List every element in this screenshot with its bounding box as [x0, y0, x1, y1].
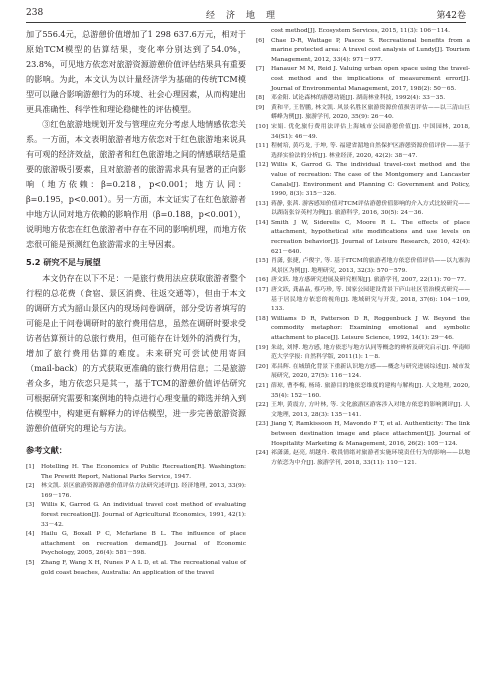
reference-text: 朱竑, 刘博. 地方感, 地方依恋与地方认同等概念的辨析及研究启示[J]. 华南师范大学学报: 自然科学版, 2011(1): 1－8. [271, 344, 470, 361]
reference-number: [22] [256, 402, 269, 409]
reference-item [256, 200, 470, 219]
reference-text: Williams D R, Patterson D R, Roggenbuck J W. Beyond the commodity metaphor: Examining emotional and symbolic attachment to place[J]. Leisure Science, 1992, 14(1): 29－46. [271, 315, 470, 341]
page-number: 238 [26, 8, 44, 18]
reference-item [256, 315, 470, 344]
reference-text: Hotelling H. The Economics of Public Recreation[R]. Washington: The Prewitt Report, National Parks Service, 1947. [41, 464, 246, 480]
reference-text: 薛琼, 曹李梅, 杨琦. 旅游目的地依恋维度的建构与解构[J]. 人文地理, 2020, 35(4): 152－160. [271, 382, 470, 399]
reference-item [256, 219, 470, 257]
reference-number: [4] [26, 531, 35, 538]
reference-text: Hailu G, Boxall P C, Mcfarlane B L. The influence of place attachment on recreation demand[J]. Journal of Economic Psychology, 2005, 26(4): 581－598. [41, 531, 246, 557]
reference-number: [12] [256, 162, 269, 169]
body-paragraph: 加了556.4元，总游憩价值增加了1 298 637.6万元，相对于原始TCM模型的估算结果，变化率分别达到了54.0%，23.8%，可见地方依恋对旅游资源游憩价值评估结果具有重要的影响。为此，本文认为以计量经济学为基础的传统TCM模型可以融合影响游憩行为的环境、社会心理因素，从而构建出更具准确性、科学性和理论稳健性的评估模型。 [26, 29, 246, 114]
reference-number: [1] [26, 464, 35, 470]
reference-item [256, 123, 470, 142]
reference-item [256, 257, 470, 276]
reference-text: Willis K, Garrod G. An individual travel cost method of evaluating forest recreation[J]. Journal of Agricultural Economics, 1991, 42(1): 33－42. [41, 502, 246, 528]
reference-text: 唐文跃, 龚晶晶, 蔡巧珍, 等. 国家公园建设背景下庐山社区管治模式研究——基于居民地方依恋的视角[J]. 地域研究与开发, 2018, 37(6): 104－109, 133. [271, 287, 470, 313]
reference-text: 林文凯. 景区旅游资源游憩价值评估方法研究述评[J]. 经济地理, 2013, 33(9): 169－176. [41, 483, 246, 499]
reference-text: 祁潇潇, 赵亮, 胡越舟. 敬畏情绪对旅游者实施环境责任行为的影响——以地方依恋为中介[J]. 旅游学刊, 2018, 33(11): 110－121. [271, 450, 470, 466]
reference-number: [17] [256, 287, 269, 294]
reference-item [26, 501, 246, 530]
reference-number: [11] [256, 143, 269, 150]
reference-list [26, 463, 246, 578]
reference-item [26, 463, 246, 482]
reference-text: 邓金阳. 试论森林的游憩功能[J]. 湖南林业科技, 1992(4): 33－35. [271, 95, 446, 102]
section-heading: 5.2 研究不足与展望 [26, 257, 101, 267]
reference-item [256, 276, 470, 286]
reference-item [256, 344, 470, 363]
reference-item [256, 401, 470, 420]
reference-number: [6] [256, 37, 265, 44]
reference-item [256, 382, 470, 401]
references-heading: 参考文献： [26, 445, 67, 455]
reference-text: Smith J W, Siderelis C, Moore R L. The effects of place attachment, hypothetical site modifications and use levels on recreation behavior[J]. Journal of Leisure Research, 2010, 42(4): 621－640. [271, 219, 470, 255]
reference-item [256, 449, 470, 468]
reference-text: 肖潇, 张捷, 卢俊宇, 等. 基于ITCM的旅游者地方依恋价值评估——以九寨沟风景区为例[J]. 地理研究, 2013, 32(3): 570－579. [271, 258, 470, 274]
reference-item [26, 530, 246, 559]
reference-item [256, 363, 470, 382]
reference-text: 黄和平, 王智鹏, 林文凯. 风景名胜区旅游资源价值损害评估——以三清山巨蟒峰为例[J]. 旅游学刊, 2020, 35(9): 26－40. [271, 104, 470, 121]
reference-number: [2] [26, 483, 35, 490]
body-paragraph: 本文仍存在以下不足：一是旅行费用法应获取旅游者整个行程的总花费（食宿、景区消费、往返交通等），但由于本文的调研方式为韶山景区内的现场问卷调研，部分受访者填写的可能是止于问卷调研时的旅行费用信息，虽然在调研时要求受访者估算预计的总旅行费用，但可能存在计划外的消费行为，增加了旅行费用估算的难度。未来研究可尝试使用寄回（mail-back）的方式获取更准确的旅行费用信息；二是旅游者众多，地方依恋只是其一，基于TCM的游憩价值评估研究可根据研究需要和案例地的特点进行心理变量的筛选并纳入到估模型中，构建更有解释力的评估模型，进一步完善旅游资源游憩价值研究的理论与方法。 [26, 273, 246, 433]
reference-item [26, 482, 246, 501]
journal-name: 经济地理 [205, 11, 286, 21]
reference-number: [24] [256, 450, 269, 457]
reference-item [256, 286, 470, 315]
reference-item [256, 37, 470, 66]
reference-number: [13] [256, 200, 269, 207]
reference-text: 蒋静, 张茜. 游客感知价值对TCM评估游憩价值影响的介入方式比较研究——以湖南张谷英村为例[J]. 旅游科学, 2016, 30(5): 24－36. [271, 200, 470, 217]
reference-number: [7] [256, 66, 265, 73]
reference-number: [20] [256, 363, 269, 370]
reference-text: 宋娟. 优化旅行费用法评估上海城市公园游憩价值[J]. 中国园林, 2018, 34(S1): 46－49. [271, 123, 470, 140]
reference-number: [18] [256, 315, 269, 322]
volume-label: 第42卷 [436, 11, 466, 21]
reference-list [256, 37, 470, 469]
reference-text: Zhang F, Wang X H, Nunes P A L D, et al. The recreational value of gold coast beaches, Australia: An application of the travel [41, 559, 246, 576]
reference-number: [5] [26, 559, 35, 566]
reference-continuation: cost method[J]. Ecosystem Services, 2015, 11(3): 106－114. [271, 28, 450, 34]
reference-item [256, 161, 470, 199]
running-header [26, 6, 466, 23]
reference-text: Willis K, Garrod G. The individual travel-cost method and the value of recreation: The case of the Montgomery and Lancaster Canals[J]. Environment and Planning C: Government and Policy, 1990, 8(3): 315－326. [271, 162, 470, 198]
reference-text: Jiang Y, Ramkissoon H, Mavondo F T, et al. Authenticity: The link between destination image and place attachment[J]. Journal of Hospitality Marketing & Management, 2016, 26(2): 105－124. [271, 421, 470, 447]
body-paragraph: ③红色旅游地规划开发与管理应充分考虑人地情感依恋关系。一方面，本文表明旅游者地方依恋对于红色旅游地来说具有可观的经济效益，旅游者和红色旅游地之间的情感联结是重要的旅游吸引要素，且对旅游者的旅游需求具有显著的正向影响（地方依赖：β=0.218，p<0.001；地方认同：β=0.195，p<0.001）。另一方面，本文证实了在红色旅游者中地方认同对地方依赖的影响作用（β=0.188，p<0.001），说明地方依恋在红色旅游者中存在不同的影响机理，而地方依恋很可能是预测红色旅游需求的主导因素。 [26, 119, 246, 249]
reference-number: [23] [256, 421, 269, 428]
right-column [256, 27, 470, 468]
reference-number: [15] [256, 258, 269, 265]
reference-number: [19] [256, 344, 269, 351]
reference-number: [10] [256, 123, 269, 130]
reference-item [256, 420, 470, 449]
reference-item [256, 104, 470, 123]
reference-text: 程树培, 黄巧龙, 于坤, 等. 福建省湄地自然保护区游憩资源价值评价——基于选择实验法的分析[J]. 林业经济, 2020, 42(2): 38－47. [271, 143, 470, 159]
reference-item [256, 94, 470, 104]
reference-number: [8] [256, 95, 265, 102]
reference-item [26, 559, 246, 578]
reference-number: [3] [26, 502, 35, 509]
reference-text: Hanauer M M, Reid J. Valuing urban open space using the travel-cost method and the implications of measurement error[J]. Journal of Environmental Management, 2017, 198(2): 50－65. [271, 66, 470, 92]
reference-item [256, 142, 470, 161]
reference-text: 邓昌辉. 在城镇化背景下重新认识地方感——概念与研究进展综述[J]. 城市发展研究, 2020, 27(5): 116－124. [271, 363, 470, 380]
reference-number: [9] [256, 104, 265, 111]
reference-text: 王坤, 黄震方, 方叶林, 等. 文化旅游区游客涉入对地方依恋的影响测评[J]. 人文地理, 2013, 28(3): 135－141. [271, 402, 470, 418]
reference-number: [21] [256, 382, 269, 389]
reference-text: Chae D-R, Wattage P, Pascoe S. Recreational benefits from a marine protected area: A travel cost analysis of Lundy[J]. Tourism Management, 2012, 33(4): 971－977. [271, 37, 470, 63]
left-column [26, 27, 246, 578]
reference-text: 唐文跃. 地方感研究进展及研究框架[J]. 旅游学刊, 2007, 22(11): 70－77. [271, 277, 467, 284]
reference-item [256, 65, 470, 94]
reference-number: [14] [256, 219, 269, 226]
reference-number: [16] [256, 277, 269, 284]
